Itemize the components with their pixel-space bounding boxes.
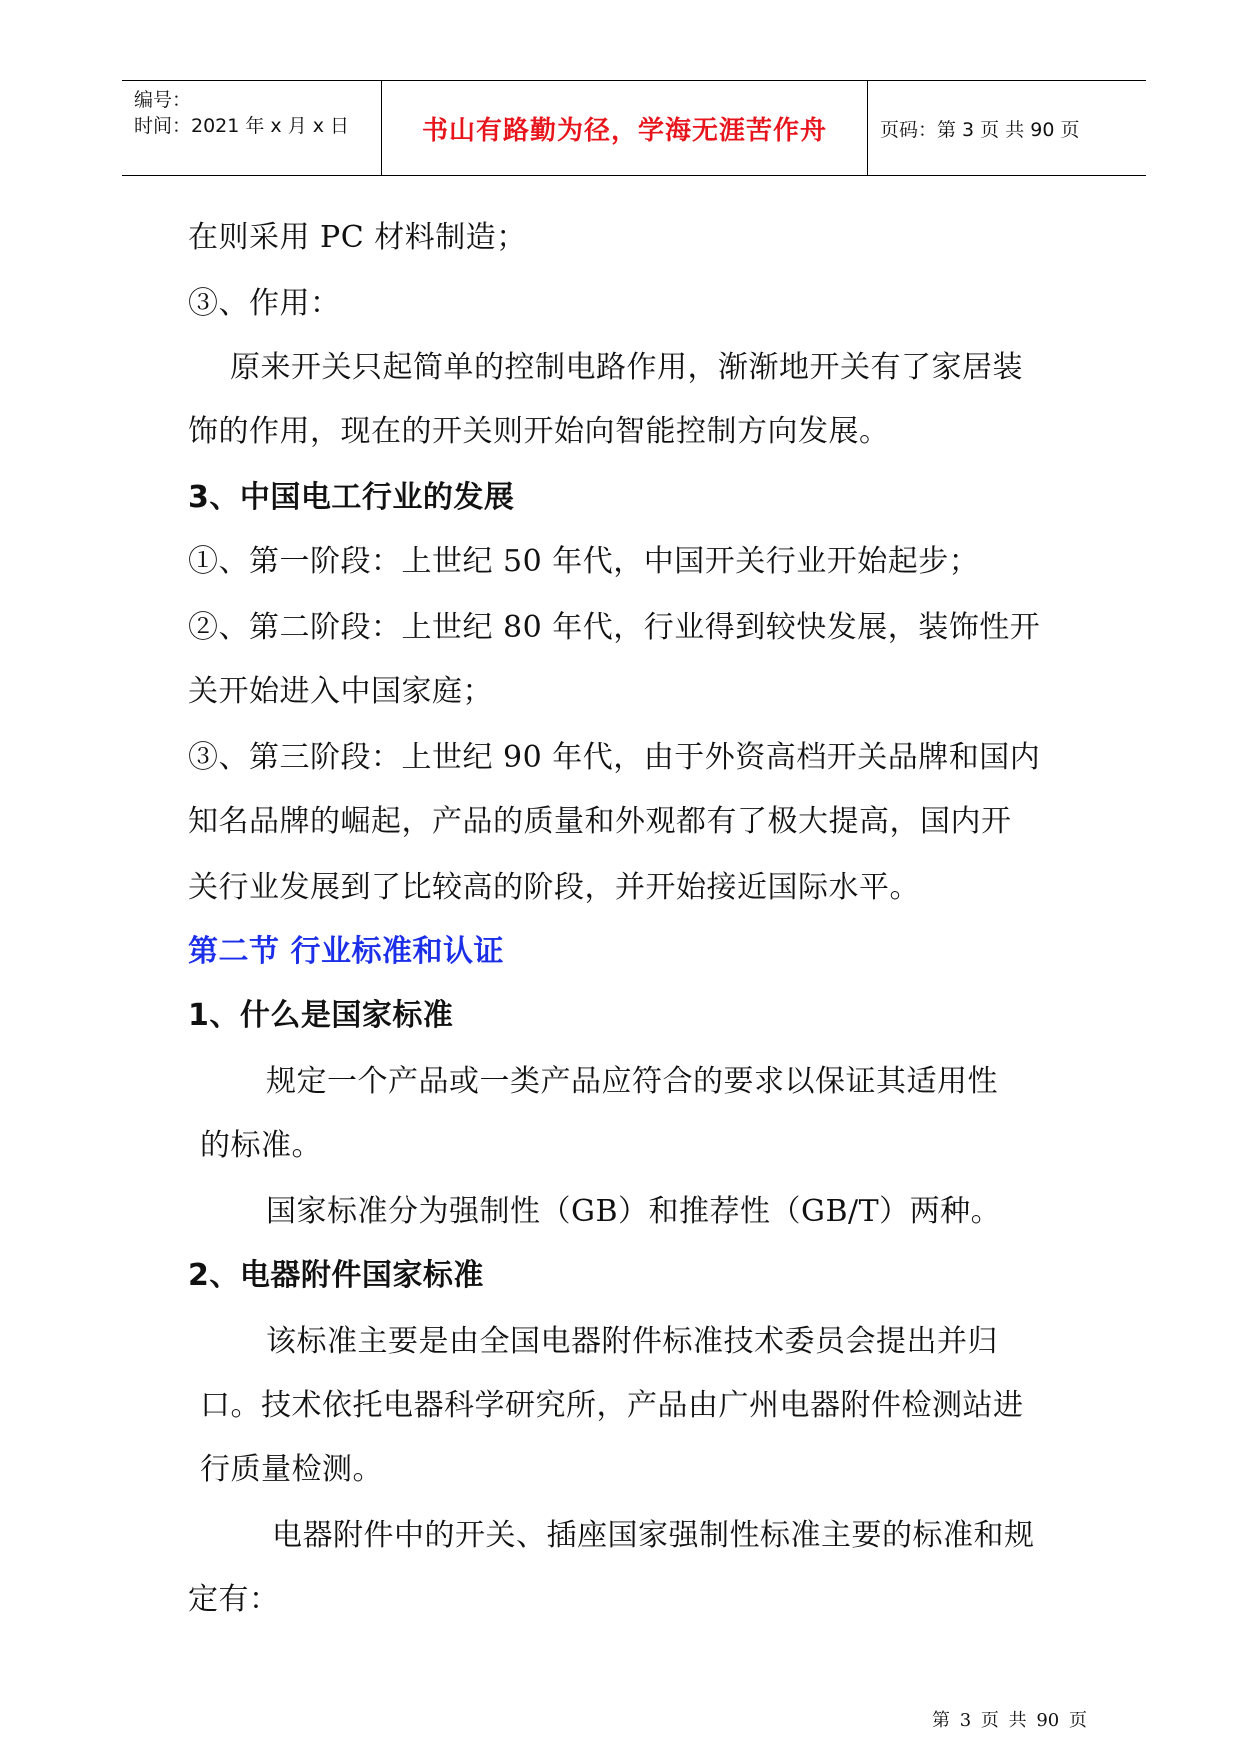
- body-line: 行质量检测。: [200, 1452, 383, 1487]
- body-line: 口。技术依托电器科学研究所，产品由广州电器附件检测站进: [200, 1388, 1024, 1423]
- body-line: ③、第三阶段：上世纪 90 年代，由于外资高档开关品牌和国内: [188, 740, 1041, 775]
- body-line: 的标准。: [200, 1128, 322, 1163]
- body-line: 原来开关只起简单的控制电路作用，渐渐地开关有了家居装: [230, 350, 1023, 385]
- body-line: ①、第一阶段：上世纪 50 年代，中国开关行业开始起步；: [188, 544, 980, 579]
- section-heading: 2、电器附件国家标准: [188, 1258, 484, 1293]
- number-label: 编号：: [134, 89, 192, 111]
- body-line: 在则采用 PC 材料制造；: [188, 220, 527, 255]
- time-label: 时间：2021 年 x 月 x 日: [134, 115, 350, 137]
- body-line: 饰的作用，现在的开关则开始向智能控制方向发展。: [188, 414, 890, 449]
- body-line: 关行业发展到了比较高的阶段，并开始接近国际水平。: [188, 870, 920, 905]
- body-line: ③、作用：: [188, 286, 341, 321]
- header-page-info: 页码：第 3 页 共 90 页: [880, 118, 1080, 141]
- page-footer: 第 3 页 共 90 页: [932, 1710, 1087, 1731]
- body-line: 关开始进入中国家庭；: [188, 674, 493, 709]
- body-line: 国家标准分为强制性（GB）和推荐性（GB/T）两种。: [266, 1194, 1002, 1229]
- body-line: ②、第二阶段：上世纪 80 年代，行业得到较快发展，装饰性开: [188, 610, 1041, 645]
- section-heading: 3、中国电工行业的发展: [188, 480, 515, 515]
- header-motto: 书山有路勤为径，学海无涯苦作舟: [382, 81, 868, 175]
- body-line: 该标准主要是由全国电器附件标准技术委员会提出并归: [266, 1324, 998, 1359]
- body-line: 知名品牌的崛起，产品的质量和外观都有了极大提高，国内开: [188, 804, 1012, 839]
- body-line: 电器附件中的开关、插座国家强制性标准主要的标准和规: [272, 1518, 1035, 1553]
- section-heading: 1、什么是国家标准: [188, 998, 454, 1033]
- document-header: [122, 80, 1146, 176]
- header-meta: [122, 81, 382, 175]
- chapter-section-heading: 第二节 行业标准和认证: [188, 934, 504, 969]
- body-line: 规定一个产品或一类产品应符合的要求以保证其适用性: [266, 1064, 998, 1099]
- body-line: 定有：: [188, 1582, 280, 1617]
